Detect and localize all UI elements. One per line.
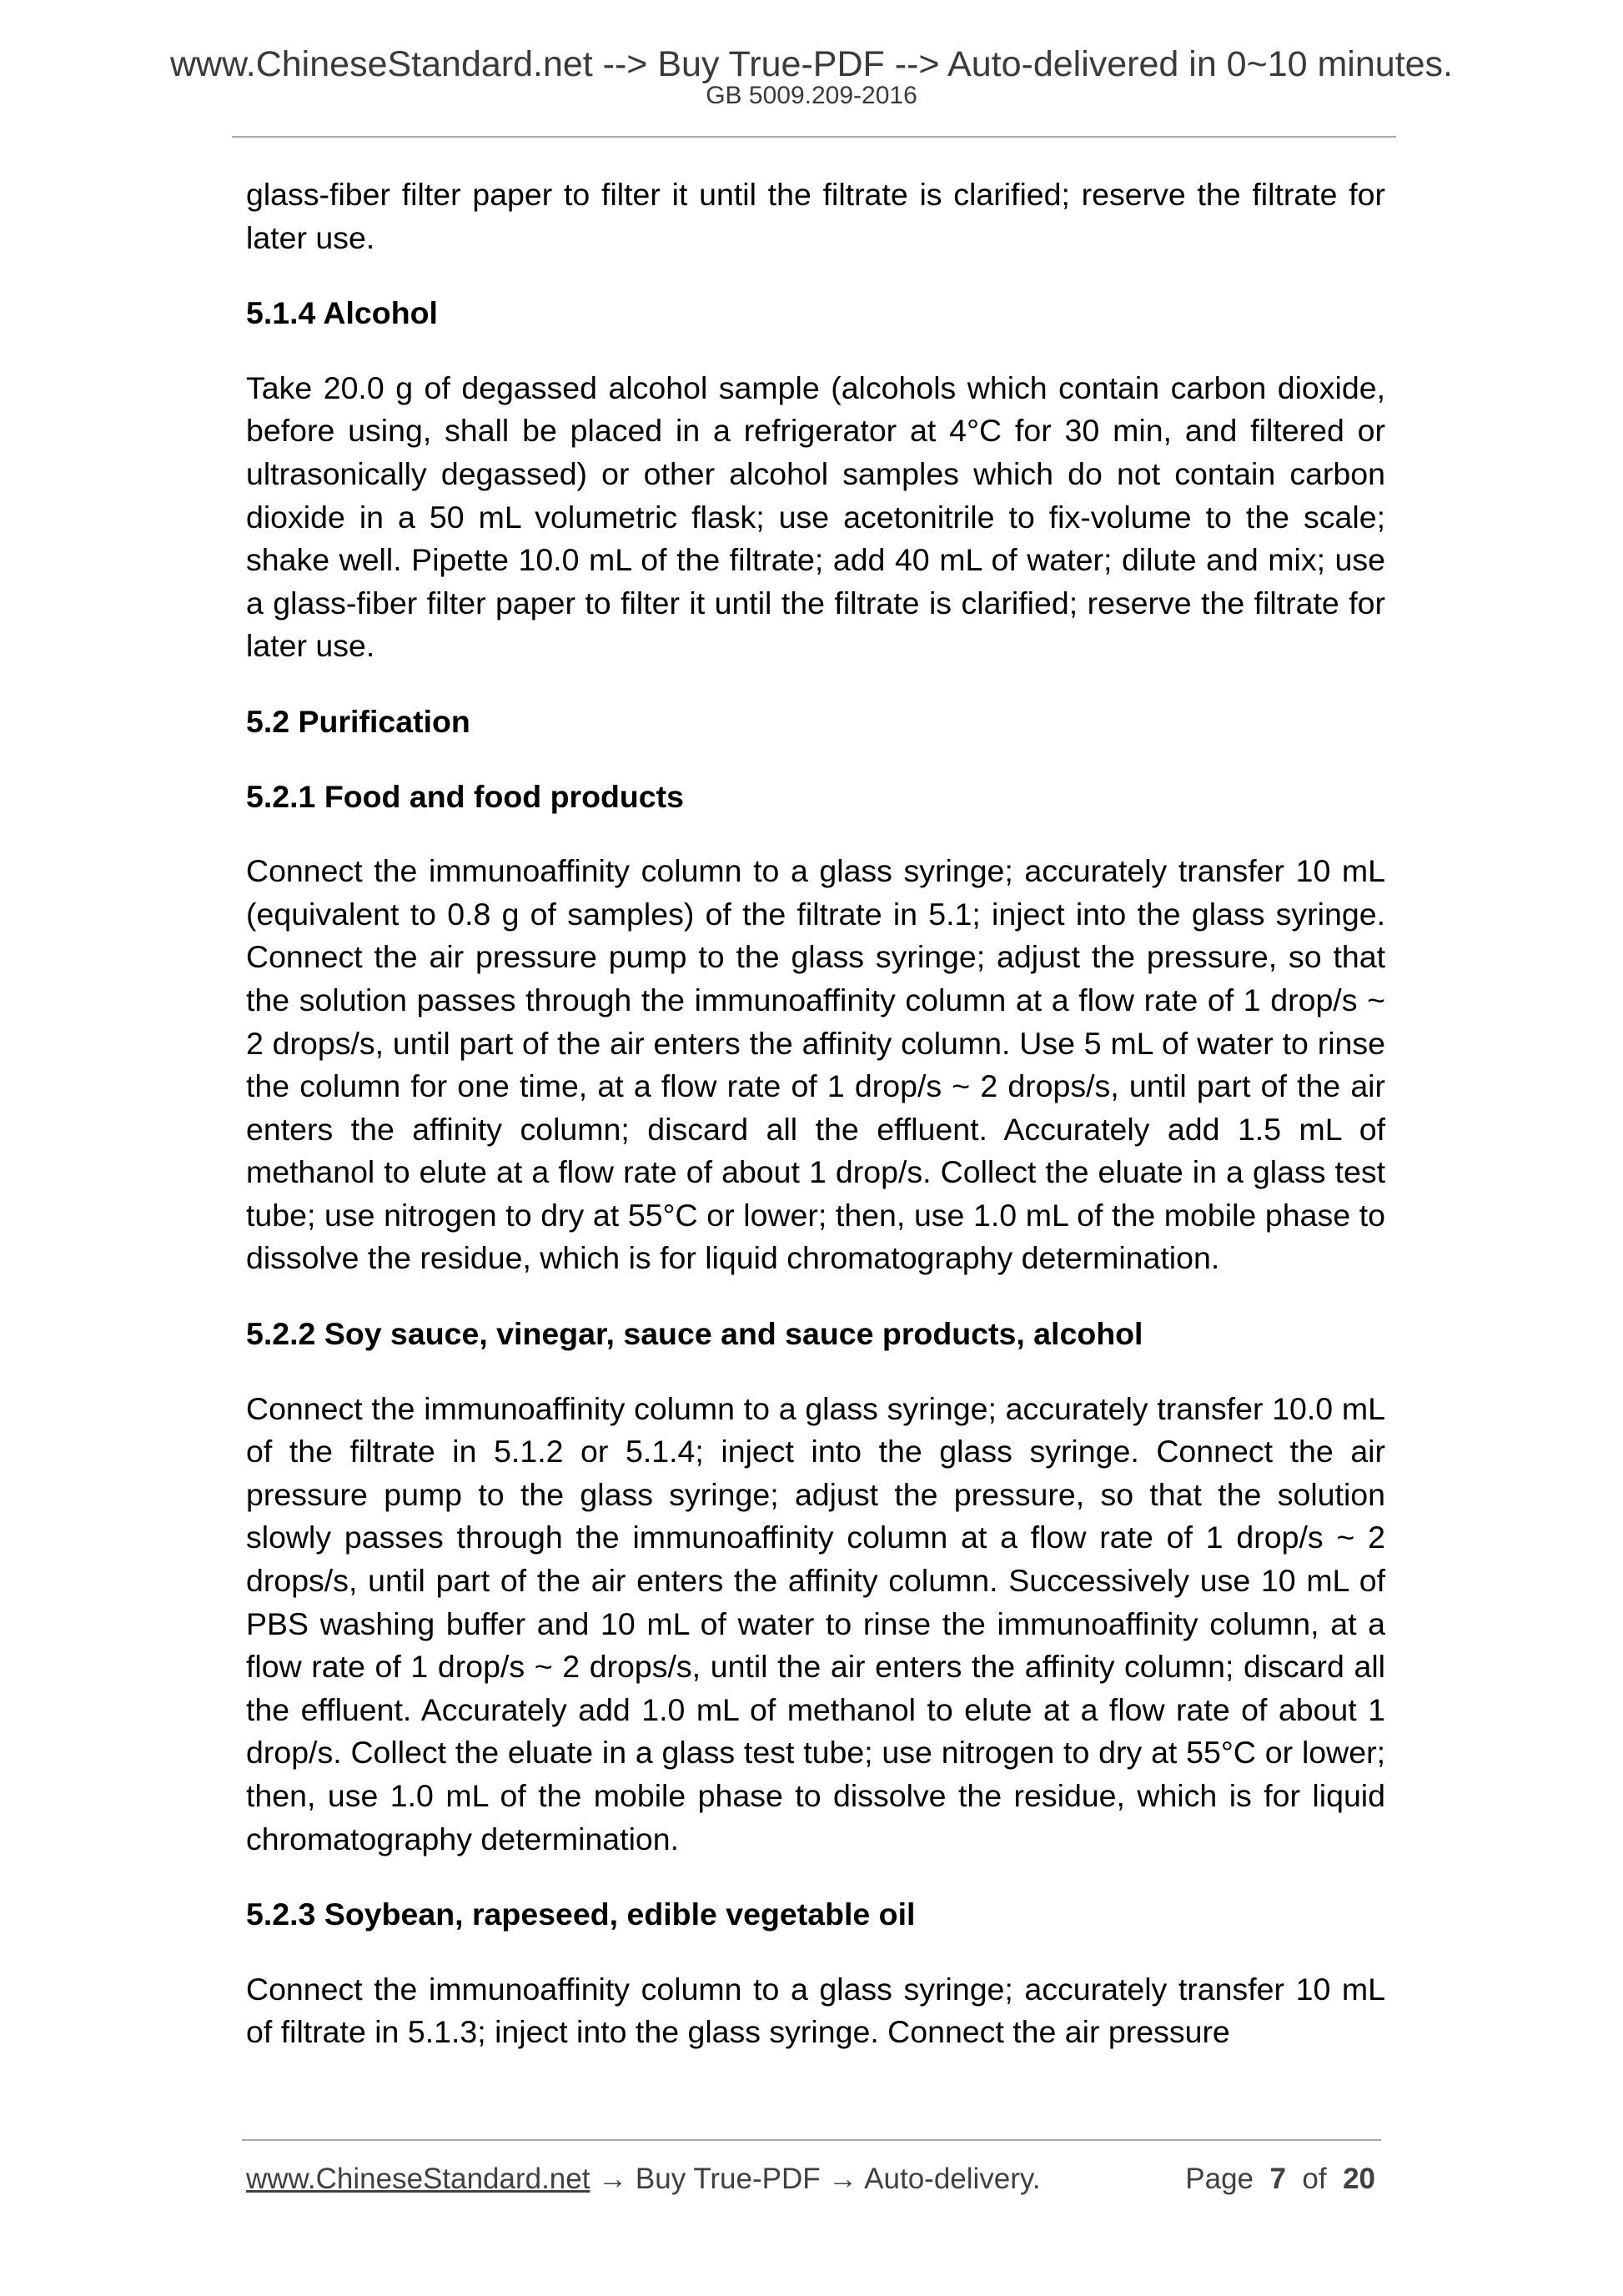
footer-tagline: → Buy True-PDF → Auto-delivery. [590, 2163, 1041, 2195]
page-current: 7 [1269, 2163, 1286, 2195]
header-banner: www.ChineseStandard.net --> Buy True-PDF --> Auto-delivered in 0~10 minutes. [169, 44, 1453, 84]
heading-5-2-1: 5.2.1 Food and food products [246, 778, 684, 814]
paragraph-5-1-4: Take 20.0 g of degassed alcohol sample (alcohols which contain carbon dioxide, before using, shall be placed in a refrigerator at 4°C for 30 min, and filtered or ultrasonically degassed) or other alcohol samples which do not contain carbon dioxide in a 50 mL volumetric flask; use acetonitrile to fix-volume to the scale; shake well. Pipette 10.0 mL of the filtrate; add 40 mL of water; dilute and mix; use a glass-fiber filter paper to filter it until the filtrate is clarified; reserve the filtrate for later use. [246, 369, 1385, 664]
heading-5-2-2: 5.2.2 Soy sauce, vinegar, sauce and sauce products, alcohol [246, 1316, 1143, 1352]
heading-5-2-3: 5.2.3 Soybean, rapeseed, edible vegetable oil [246, 1897, 916, 1932]
heading-5-1-4: 5.1.4 Alcohol [246, 295, 438, 331]
page-body [246, 173, 1385, 2087]
footer-left [246, 2160, 1041, 2198]
paragraph-5-2-2: Connect the immunoaffinity column to a glass syringe; accurately transfer 10.0 mL of the filtrate in 5.1.2 or 5.1.4; inject into the glass syringe. Connect the air pressure pump to the glass syringe; adjust the pressure, so that the solution slowly passes through the immunoaffinity column at a flow rate of 1 drop/s ~ 2 drops/s, until part of the air enters the affinity column. Successively use 10 mL of PBS washing buffer and 10 mL of water to rinse the immunoaffinity column, at a flow rate of 1 drop/s ~ 2 drops/s, until the air enters the affinity column; discard all the effluent. Accurately add 1.0 mL of methanol to elute at a flow rate of about 1 drop/s. Collect the eluate in a glass test tube; use nitrogen to dry at 55°C or lower; then, use 1.0 mL of the mobile phase to dissolve the residue, which is for liquid chromatography determination. [246, 1390, 1385, 1856]
paragraph-5-2-3: Connect the immunoaffinity column to a glass syringe; accurately transfer 10 mL of filtrate in 5.1.3; inject into the glass syringe. Connect the air pressure [246, 1971, 1385, 2050]
page-number [1185, 2160, 1375, 2198]
header-divider [232, 136, 1396, 138]
document-code: GB 5009.209-2016 [706, 82, 917, 109]
footer-site-link[interactable]: www.ChineseStandard.net [246, 2163, 590, 2195]
footer-divider [242, 2139, 1381, 2141]
page-footer [246, 2160, 1385, 2198]
paragraph-continued: glass-fiber filter paper to filter it until the filtrate is clarified; reserve the filtrate for later use. [246, 177, 1385, 255]
page-of-label: of [1302, 2163, 1327, 2195]
page-label: Page [1185, 2163, 1254, 2195]
paragraph-5-2-1: Connect the immunoaffinity column to a glass syringe; accurately transfer 10 mL (equivalent to 0.8 g of samples) of the filtrate in 5.1; inject into the glass syringe. Connect the air pressure pump to the glass syringe; adjust the pressure, so that the solution passes through the immunoaffinity column at a flow rate of 1 drop/s ~ 2 drops/s, until part of the air enters the affinity column. Use 5 mL of water to rinse the column for one time, at a flow rate of 1 drop/s ~ 2 drops/s, until part of the air enters the affinity column; discard all the effluent. Accurately add 1.5 mL of methanol to elute at a flow rate of about 1 drop/s. Collect the eluate in a glass test tube; use nitrogen to dry at 55°C or lower; then, use 1.0 mL of the mobile phase to dissolve the residue, which is for liquid chromatography determination. [246, 853, 1385, 1276]
page-total: 20 [1343, 2163, 1375, 2195]
heading-5-2: 5.2 Purification [246, 703, 470, 739]
